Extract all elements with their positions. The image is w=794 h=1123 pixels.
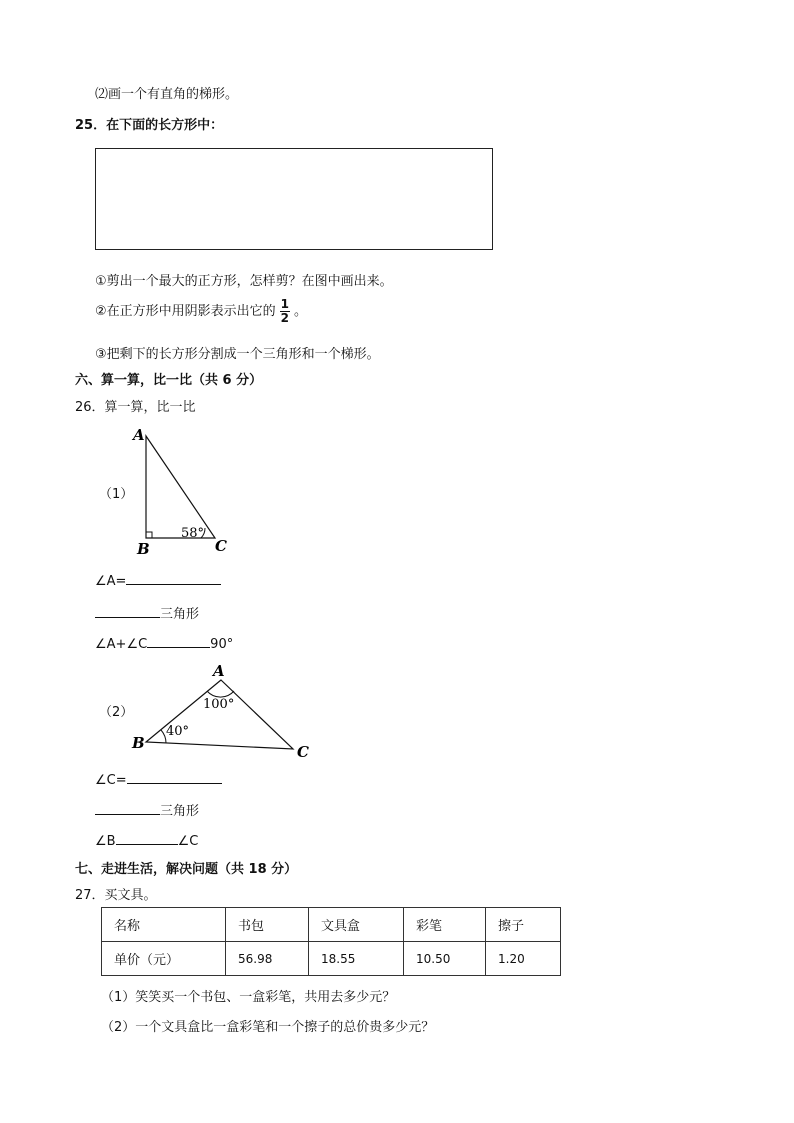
table-row (102, 942, 561, 976)
q26-part2-label: （2） (99, 705, 134, 720)
q26-part2-line1 (95, 771, 222, 788)
fraction-one-half (280, 298, 290, 325)
section6-title: 六、算一算，比一比（共 6 分） (75, 373, 263, 388)
vertex-a-label: A (133, 426, 145, 444)
q25-title: 25．在下面的长方形中： (75, 118, 224, 133)
q27-title: 27．买文具。 (75, 888, 157, 903)
answer-blank[interactable] (95, 802, 160, 815)
table-cell: 文具盒 (309, 908, 404, 942)
angle-a-label: 100° (203, 697, 235, 712)
obtuse-triangle-figure (128, 658, 318, 762)
q25-step3: ③把剩下的长方形分割成一个三角形和一个梯形。 (95, 347, 380, 362)
angle-b-label: 40° (166, 724, 190, 739)
section7-title: 七、走进生活，解决问题（共 18 分） (75, 862, 298, 877)
table-header-row (102, 908, 561, 942)
q26-part1-line3 (95, 635, 233, 652)
answer-blank[interactable] (147, 635, 210, 648)
right-triangle-figure (125, 420, 245, 560)
vertex-b-label: B (132, 734, 145, 752)
vertex-c-label: C (297, 743, 309, 761)
answer-blank[interactable] (127, 771, 222, 784)
triangle-type-label: 三角形 (160, 607, 200, 622)
q26-part1-line2 (95, 603, 199, 622)
answer-blank[interactable] (95, 605, 160, 618)
q27-question1: （1）笑笑买一个书包、一盒彩笔，共用去多少元？ (101, 990, 396, 1005)
table-cell: 18.55 (309, 942, 404, 976)
angle-c-compare: ∠C (177, 834, 199, 849)
q25-step2-end: 。 (294, 304, 308, 319)
table-cell: 单价（元） (102, 942, 226, 976)
q27-question2: （2）一个文具盒比一盒彩笔和一个擦子的总价贵多少元？ (101, 1020, 435, 1035)
q24-part2-text: ⑵画一个有直角的梯形。 (95, 87, 239, 102)
compare-value: 90° (210, 637, 234, 652)
angle-c-prompt: ∠C= (95, 773, 127, 788)
q26-part1-line1 (95, 572, 221, 589)
table-cell: 书包 (226, 908, 309, 942)
angle-b-prompt: ∠B (95, 834, 116, 849)
q26-title: 26．算一算，比一比 (75, 400, 196, 415)
q25-step1: ①剪出一个最大的正方形，怎样剪？在图中画出来。 (95, 274, 393, 289)
fraction-numerator: 1 (280, 297, 290, 311)
q25-rectangle (95, 148, 493, 250)
table-cell: 名称 (102, 908, 226, 942)
vertex-c-label: C (215, 537, 227, 555)
price-table (101, 907, 561, 976)
table-cell: 10.50 (404, 942, 486, 976)
angle-sum-prompt: ∠A+∠C (95, 637, 148, 652)
angle-c-label: 58° (181, 526, 205, 541)
q26-part2-line3 (95, 832, 198, 849)
table-cell: 擦子 (486, 908, 561, 942)
answer-blank[interactable] (116, 832, 178, 845)
q25-step2 (95, 298, 307, 325)
triangle-type-label: 三角形 (160, 804, 200, 819)
vertex-a-label: A (213, 662, 225, 680)
vertex-b-label: B (137, 540, 150, 558)
answer-blank[interactable] (126, 572, 221, 585)
table-cell: 彩笔 (404, 908, 486, 942)
table-cell: 1.20 (486, 942, 561, 976)
angle-a-prompt: ∠A= (95, 574, 127, 589)
q26-part2-line2 (95, 800, 199, 819)
q26-part1-label: （1） (99, 487, 134, 502)
fraction-denominator: 2 (280, 311, 290, 325)
q25-step2-text: ②在正方形中用阴影表示出它的 (95, 304, 276, 319)
table-cell: 56.98 (226, 942, 309, 976)
